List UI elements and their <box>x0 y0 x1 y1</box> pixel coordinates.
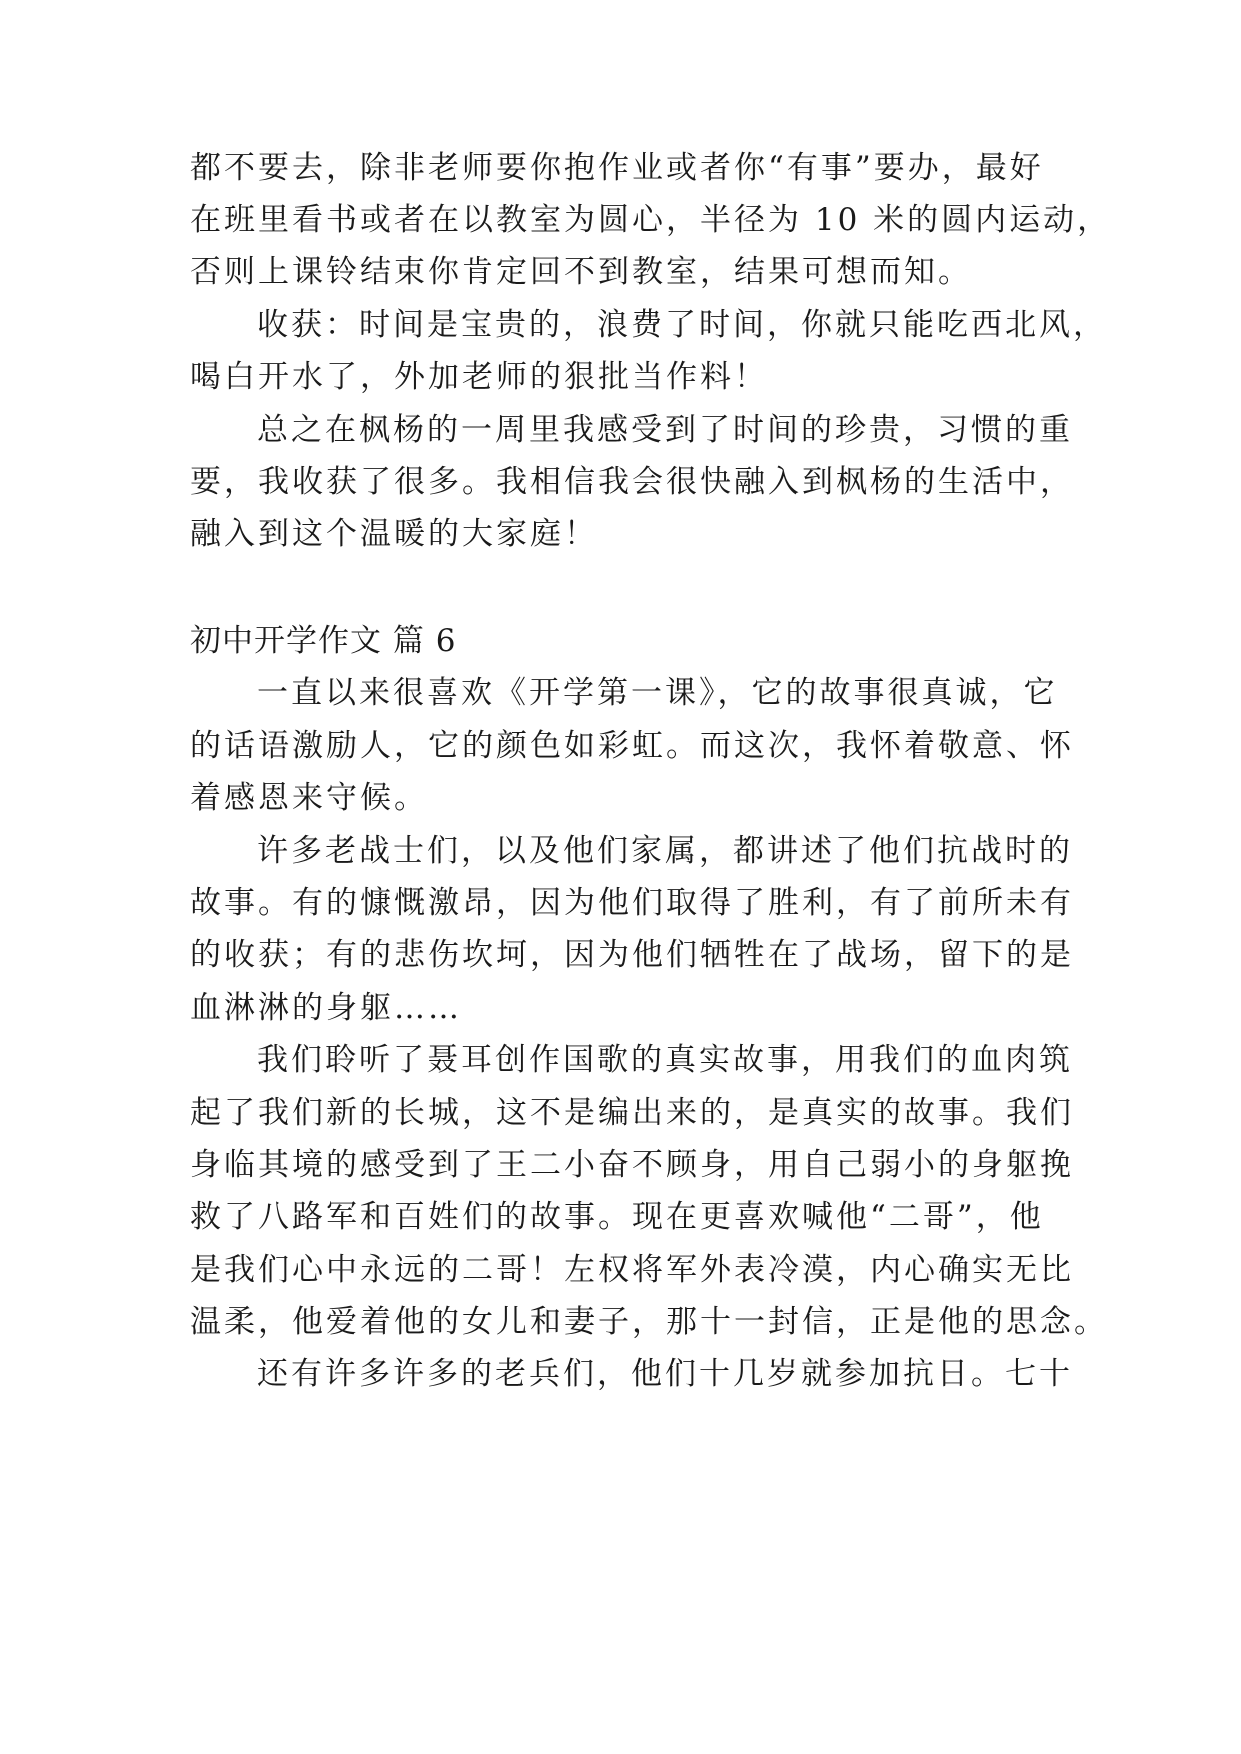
paragraph-line: 起了我们新的长城，这不是编出来的，是真实的故事。我们 <box>190 1095 1074 1131</box>
paragraph-line: 血淋淋的身躯…… <box>190 990 462 1026</box>
paragraph-line: 要，我收获了很多。我相信我会很快融入到枫杨的生活中， <box>190 464 1074 500</box>
paragraph-line: 身临其境的感受到了王二小奋不顾身，用自己弱小的身躯挽 <box>190 1147 1074 1183</box>
paragraph-line: 着感恩来守候。 <box>190 780 428 816</box>
paragraph-line: 喝白开水了，外加老师的狠批当作料！ <box>190 359 768 395</box>
paragraph-line: 收获：时间是宝贵的，浪费了时间，你就只能吃西北风， <box>257 307 1107 343</box>
paragraph-line: 都不要去，除非老师要你抱作业或者你“有事”要办，最好 <box>190 150 1044 186</box>
paragraph-line: 否则上课铃结束你肯定回不到教室，结果可想而知。 <box>190 254 972 290</box>
paragraph-line: 在班里看书或者在以教室为圆心，半径为 10 米的圆内运动， <box>190 202 1112 238</box>
paragraph-line: 总之在枫杨的一周里我感受到了时间的珍贵，习惯的重 <box>257 412 1073 448</box>
paragraph-line: 温柔，他爱着他的女儿和妻子，那十一封信，正是他的思念。 <box>190 1304 1108 1340</box>
paragraph-line: 一直以来很喜欢《开学第一课》，它的故事很真诚，它 <box>257 675 1058 711</box>
paragraph-line: 我们聆听了聂耳创作国歌的真实故事，用我们的血肉筑 <box>257 1042 1073 1078</box>
paragraph-line: 故事。有的慷慨激昂，因为他们取得了胜利，有了前所未有 <box>190 885 1074 921</box>
paragraph-line: 救了八路军和百姓们的故事。现在更喜欢喊他“二哥”，他 <box>190 1199 1044 1235</box>
paragraph-line: 许多老战士们，以及他们家属，都讲述了他们抗战时的 <box>257 833 1073 869</box>
paragraph-line: 的话语激励人，它的颜色如彩虹。而这次，我怀着敬意、怀 <box>190 728 1074 764</box>
paragraph-line: 还有许多许多的老兵们，他们十几岁就参加抗日。七十 <box>257 1356 1073 1392</box>
section-heading: 初中开学作文 篇 6 <box>190 623 457 659</box>
paragraph-line: 的收获；有的悲伤坎坷，因为他们牺牲在了战场，留下的是 <box>190 937 1074 973</box>
paragraph-line: 是我们心中永远的二哥！左权将军外表冷漠，内心确实无比 <box>190 1252 1074 1288</box>
paragraph-line: 融入到这个温暖的大家庭！ <box>190 516 598 552</box>
